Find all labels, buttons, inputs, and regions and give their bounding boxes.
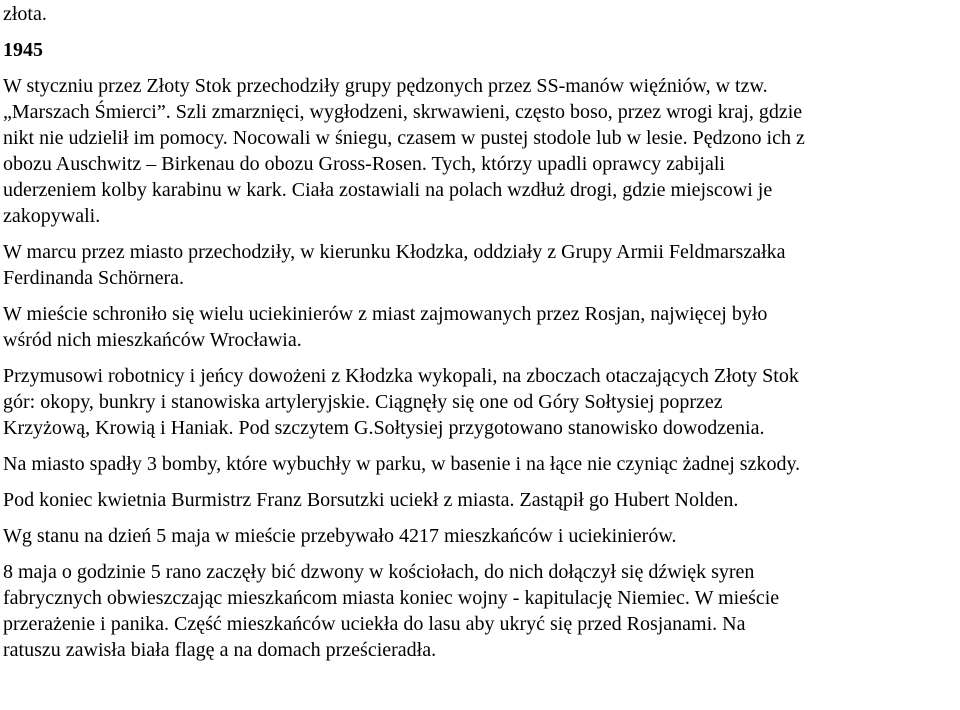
paragraph-5-line-1: Na miasto spadły 3 bomby, które wybuchły w parku, w basenie i na łące nie czyniąc żadnej szkody. (3, 453, 801, 475)
paragraph-4-line-1: Przymusowi robotnicy i jeńcy dowożeni z Kłodzka wykopali, na zboczach otaczających Złoty Stok (3, 365, 799, 387)
section-heading-1945: 1945 (3, 39, 43, 61)
paragraph-2-line-2: Ferdinanda Schörnera. (3, 267, 185, 289)
paragraph-1-line-1: W styczniu przez Złoty Stok przechodziły grupy pędzonych przez SS-manów więźniów, w tzw. (3, 75, 768, 97)
paragraph-8-line-3: przerażenie i panika. Część mieszkańców uciekła do lasu aby ukryć się przed Rosjanami. Na (3, 613, 746, 635)
paragraph-3-line-1: W mieście schroniło się wielu uciekinierów z miast zajmowanych przez Rosjan, najwięcej było (3, 303, 768, 325)
paragraph-8-line-2: fabrycznych obwieszczając mieszkańcom miasta koniec wojny - kapitulację Niemiec. W mieście (3, 587, 780, 609)
paragraph-4-line-2: gór: okopy, bunkry i stanowiska artyleryjskie. Ciągnęły się one od Góry Sołtysiej poprzez (3, 391, 723, 413)
paragraph-8-line-1: 8 maja o godzinie 5 rano zaczęły bić dzwony w kościołach, do nich dołączył się dźwięk syren (3, 561, 755, 583)
paragraph-6-line-1: Pod koniec kwietnia Burmistrz Franz Borsutzki uciekł z miasta. Zastąpił go Hubert Nolden. (3, 489, 739, 511)
paragraph-8-line-4: ratuszu zawisła biała flagę a na domach prześcieradła. (3, 639, 437, 661)
paragraph-2-line-1: W marcu przez miasto przechodziły, w kierunku Kłodzka, oddziały z Grupy Armii Feldmarszałka (3, 241, 786, 263)
paragraph-3-line-2: wśród nich mieszkańców Wrocławia. (3, 329, 302, 351)
paragraph-4-line-3: Krzyżową, Krowią i Haniak. Pod szczytem G.Sołtysiej przygotowano stanowisko dowodzenia. (3, 417, 765, 439)
paragraph-1-line-4: obozu Auschwitz – Birkenau do obozu Gross-Rosen. Tych, którzy upadli oprawcy zabijali (3, 153, 725, 175)
paragraph-1-line-6: zakopywali. (3, 205, 101, 227)
text-line-prev-paragraph-end: złota. (3, 3, 47, 25)
paragraph-7-line-1: Wg stanu na dzień 5 maja w mieście przebywało 4217 mieszkańców i uciekinierów. (3, 525, 677, 547)
paragraph-1-line-2: „Marszach Śmierci”. Szli zmarznięci, wygłodzeni, skrwawieni, często boso, przez wrogi kraj, gdzie (3, 101, 803, 123)
paragraph-1-line-5: uderzeniem kolby karabinu w kark. Ciała zostawiali na polach wzdłuż drogi, gdzie miejscowi je (3, 179, 773, 201)
paragraph-1-line-3: nikt nie udzielił im pomocy. Nocowali w śniegu, czasem w pustej stodole lub w lesie. Pędzono ich z (3, 127, 805, 149)
